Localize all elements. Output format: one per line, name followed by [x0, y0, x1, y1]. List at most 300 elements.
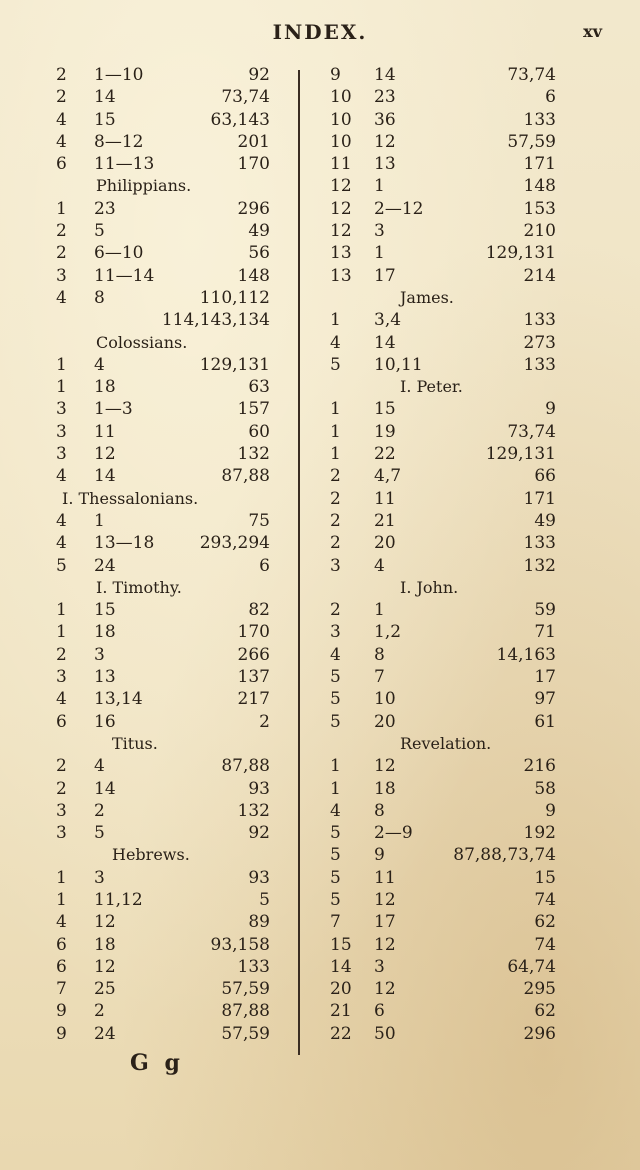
chapter-number: 1 [56, 600, 67, 621]
chapter-number: 1 [330, 399, 341, 420]
verse-reference: 17 [374, 265, 396, 286]
verse-reference: 50 [374, 1023, 396, 1044]
chapter-number: 2 [330, 488, 341, 509]
verse-reference: 18 [94, 622, 116, 643]
chapter-number: 4 [56, 533, 67, 554]
chapter-number: 3 [330, 555, 341, 576]
verse-reference: 25 [94, 979, 116, 1000]
chapter-number: 1 [56, 198, 67, 219]
page-reference: 296 [523, 1023, 556, 1044]
chapter-number: 6 [56, 956, 67, 977]
page-reference: 153 [523, 198, 556, 219]
page-reference: 74 [534, 934, 556, 955]
verse-reference: 17 [374, 912, 396, 933]
verse-reference: 19 [374, 421, 396, 442]
verse-reference: 20 [374, 533, 396, 554]
page-reference: 157 [237, 399, 270, 420]
chapter-number: 2 [56, 756, 67, 777]
index-entry [56, 800, 270, 822]
page-reference: 66 [534, 466, 556, 487]
book-heading: I. Thessalonians. [62, 488, 199, 508]
page-reference: 87,88 [221, 1001, 270, 1022]
verse-reference: 14 [94, 466, 116, 487]
index-entry [56, 265, 270, 287]
chapter-number: 4 [330, 332, 341, 353]
page-reference: 63,143 [210, 109, 270, 130]
index-entry [330, 465, 556, 487]
index-entry [330, 131, 556, 153]
chapter-number: 3 [56, 421, 67, 442]
verse-reference: 2—9 [374, 823, 413, 844]
column-divider [298, 70, 300, 1055]
index-entry [56, 465, 270, 487]
page-reference: 75 [248, 510, 270, 531]
page-reference: 93,158 [210, 934, 270, 955]
index-entry [56, 644, 270, 666]
chapter-number: 5 [330, 867, 341, 888]
index-entry [56, 421, 270, 443]
verse-reference: 3 [374, 221, 385, 242]
index-entry [56, 978, 270, 1000]
chapter-number: 1 [56, 889, 67, 910]
verse-reference: 15 [94, 600, 116, 621]
index-entry [330, 956, 556, 978]
verse-reference: 1—3 [94, 399, 133, 420]
page-reference: 214 [523, 265, 556, 286]
page-reference: 97 [534, 689, 556, 710]
chapter-number: 1 [56, 867, 67, 888]
verse-reference: 20 [374, 711, 396, 732]
index-entry [56, 354, 270, 376]
page-reference: 114,143,134 [161, 310, 270, 331]
page-reference: 87,88,73,74 [453, 845, 556, 866]
chapter-number: 2 [56, 243, 67, 264]
page-reference: 148 [237, 265, 270, 286]
index-entry [330, 1000, 556, 1022]
index-entry [330, 666, 556, 688]
chapter-number: 5 [330, 689, 341, 710]
page-reference: 296 [237, 198, 270, 219]
page-reference: 133 [523, 354, 556, 375]
page-reference: 17 [534, 667, 556, 688]
verse-reference: 11 [374, 488, 396, 509]
verse-reference: 8 [374, 800, 385, 821]
verse-reference: 1 [374, 176, 385, 197]
page-reference: 133 [237, 956, 270, 977]
verse-reference: 12 [374, 979, 396, 1000]
index-entry [330, 755, 556, 777]
verse-reference: 1 [374, 243, 385, 264]
verse-reference: 7 [374, 667, 385, 688]
verse-reference: 14 [374, 332, 396, 353]
verse-reference: 3,4 [374, 310, 402, 331]
verse-reference: 14 [94, 778, 116, 799]
book-heading: Philippians. [96, 176, 192, 196]
verse-reference: 36 [374, 109, 396, 130]
page-reference: 15 [534, 867, 556, 888]
page-reference: 49 [534, 510, 556, 531]
chapter-number: 12 [330, 198, 352, 219]
index-entry [330, 867, 556, 889]
index-entry [330, 978, 556, 1000]
page-number: xv [583, 22, 602, 41]
chapter-number: 4 [56, 466, 67, 487]
verse-reference: 18 [94, 934, 116, 955]
page-reference: 133 [523, 109, 556, 130]
index-entry [56, 287, 270, 309]
page-reference: 64,74 [507, 956, 556, 977]
chapter-number: 5 [330, 889, 341, 910]
book-heading: James. [400, 287, 454, 307]
page-reference: 129,131 [485, 444, 556, 465]
page-reference: 61 [534, 711, 556, 732]
index-entry [56, 510, 270, 532]
page-reference: 216 [523, 756, 556, 777]
verse-reference: 16 [94, 711, 116, 732]
chapter-number: 22 [330, 1023, 352, 1044]
chapter-number: 20 [330, 979, 352, 1000]
page-reference: 9 [545, 399, 556, 420]
verse-reference: 4 [374, 555, 385, 576]
verse-reference: 21 [374, 510, 396, 531]
page-reference: 148 [523, 176, 556, 197]
index-entry [330, 64, 556, 86]
verse-reference: 13,14 [94, 689, 143, 710]
page-reference: 201 [237, 131, 270, 152]
page-reference: 137 [237, 667, 270, 688]
verse-reference: 4 [94, 354, 105, 375]
page-reference: 132 [237, 444, 270, 465]
index-entry [330, 220, 556, 242]
chapter-number: 1 [330, 778, 341, 799]
verse-reference: 11—14 [94, 265, 155, 286]
page-reference: 129,131 [199, 354, 270, 375]
chapter-number: 4 [56, 689, 67, 710]
verse-reference: 12 [94, 444, 116, 465]
index-entry [56, 309, 270, 331]
chapter-number: 2 [330, 510, 341, 531]
chapter-number: 2 [330, 466, 341, 487]
page-reference: 49 [248, 221, 270, 242]
book-heading: Hebrews. [112, 845, 190, 865]
verse-reference: 11 [94, 421, 116, 442]
chapter-number: 2 [56, 644, 67, 665]
chapter-number: 4 [56, 510, 67, 531]
verse-reference: 12 [374, 756, 396, 777]
left-column [56, 64, 270, 1054]
chapter-number: 4 [56, 912, 67, 933]
chapter-number: 1 [330, 421, 341, 442]
chapter-number: 9 [56, 1023, 67, 1044]
verse-reference: 6—10 [94, 243, 144, 264]
index-entry [56, 242, 270, 264]
verse-reference: 11 [374, 867, 396, 888]
page-reference: 87,88 [221, 466, 270, 487]
chapter-number: 13 [330, 243, 352, 264]
index-entry [330, 488, 556, 510]
page-reference: 59 [534, 600, 556, 621]
page-reference: 74 [534, 889, 556, 910]
page-reference: 110,112 [199, 287, 270, 308]
page-reference: 217 [237, 689, 270, 710]
page-reference: 171 [523, 154, 556, 175]
chapter-number: 2 [330, 600, 341, 621]
index-entry [330, 1023, 556, 1045]
chapter-number: 3 [56, 800, 67, 821]
page-reference: 132 [523, 555, 556, 576]
index-entry [56, 666, 270, 688]
index-entry [56, 956, 270, 978]
index-entry [330, 599, 556, 621]
index-entry [330, 644, 556, 666]
index-entry [330, 421, 556, 443]
chapter-number: 11 [330, 154, 352, 175]
index-entry [330, 555, 556, 577]
index-entry [56, 198, 270, 220]
book-heading: I. Timothy. [96, 577, 182, 597]
book-heading: Colossians. [96, 332, 188, 352]
chapter-number: 10 [330, 87, 352, 108]
index-entry [56, 131, 270, 153]
verse-reference: 5 [94, 823, 105, 844]
index-entry [330, 242, 556, 264]
index-entry [56, 688, 270, 710]
page-reference: 293,294 [199, 533, 270, 554]
chapter-number: 7 [330, 912, 341, 933]
chapter-number: 3 [56, 444, 67, 465]
page-reference: 63 [248, 377, 270, 398]
verse-reference: 22 [374, 444, 396, 465]
index-entry [330, 175, 556, 197]
index-entry [330, 198, 556, 220]
index-entry [56, 755, 270, 777]
chapter-number: 15 [330, 934, 352, 955]
chapter-number: 1 [56, 622, 67, 643]
page-reference: 9 [545, 800, 556, 821]
index-entry [330, 711, 556, 733]
chapter-number: 4 [56, 109, 67, 130]
page-reference: 133 [523, 310, 556, 331]
chapter-number: 5 [330, 845, 341, 866]
verse-reference: 12 [374, 131, 396, 152]
page-reference: 58 [534, 778, 556, 799]
index-entry [330, 332, 556, 354]
signature-mark: G g [130, 1050, 184, 1076]
verse-reference: 8—12 [94, 131, 144, 152]
page-reference: 170 [237, 154, 270, 175]
page-reference: 73,74 [221, 87, 270, 108]
index-entry [330, 532, 556, 554]
verse-reference: 18 [374, 778, 396, 799]
index-entry [56, 778, 270, 800]
verse-reference: 3 [94, 867, 105, 888]
page-reference: 93 [248, 778, 270, 799]
page-reference: 2 [259, 711, 270, 732]
verse-reference: 2 [94, 800, 105, 821]
chapter-number: 1 [330, 444, 341, 465]
verse-reference: 11—13 [94, 154, 155, 175]
verse-reference: 23 [94, 198, 116, 219]
page-reference: 89 [248, 912, 270, 933]
verse-reference: 2 [94, 1001, 105, 1022]
chapter-number: 12 [330, 176, 352, 197]
index-entry [330, 911, 556, 933]
chapter-number: 5 [330, 711, 341, 732]
index-entry [56, 109, 270, 131]
page-reference: 5 [259, 889, 270, 910]
index-entry [56, 711, 270, 733]
page-reference: 57,59 [221, 979, 270, 1000]
verse-reference: 8 [374, 644, 385, 665]
chapter-number: 6 [56, 934, 67, 955]
page-reference: 6 [259, 555, 270, 576]
page-reference: 171 [523, 488, 556, 509]
page-reference: 56 [248, 243, 270, 264]
verse-reference: 12 [94, 956, 116, 977]
verse-reference: 1 [94, 510, 105, 531]
index-entry [330, 778, 556, 800]
index-entry [56, 443, 270, 465]
chapter-number: 2 [56, 778, 67, 799]
chapter-number: 1 [330, 310, 341, 331]
verse-reference: 24 [94, 555, 116, 576]
index-entry [56, 1023, 270, 1045]
chapter-number: 2 [330, 533, 341, 554]
chapter-number: 3 [56, 265, 67, 286]
page-reference: 132 [237, 800, 270, 821]
chapter-number: 1 [56, 354, 67, 375]
chapter-number: 4 [56, 131, 67, 152]
index-entry [56, 64, 270, 86]
page-reference: 92 [248, 65, 270, 85]
verse-reference: 5 [94, 221, 105, 242]
chapter-number: 7 [56, 979, 67, 1000]
chapter-number: 5 [56, 555, 67, 576]
index-entry [56, 911, 270, 933]
page-reference: 210 [523, 221, 556, 242]
chapter-number: 10 [330, 131, 352, 152]
page-reference: 57,59 [507, 131, 556, 152]
verse-reference: 9 [374, 845, 385, 866]
verse-reference: 18 [94, 377, 116, 398]
index-entry [330, 844, 556, 866]
page-reference: 93 [248, 867, 270, 888]
chapter-number: 9 [330, 65, 341, 85]
chapter-number: 12 [330, 221, 352, 242]
page-reference: 73,74 [507, 65, 556, 85]
chapter-number: 9 [56, 1001, 67, 1022]
page-reference: 295 [523, 979, 556, 1000]
verse-reference: 14 [374, 65, 396, 85]
page-reference: 57,59 [221, 1023, 270, 1044]
verse-reference: 24 [94, 1023, 116, 1044]
index-entry [330, 398, 556, 420]
verse-reference: 15 [374, 399, 396, 420]
verse-reference: 3 [94, 644, 105, 665]
verse-reference: 13—18 [94, 533, 155, 554]
verse-reference: 13 [94, 667, 116, 688]
index-entry [56, 1000, 270, 1022]
page-reference: 266 [237, 644, 270, 665]
verse-reference: 10,11 [374, 354, 423, 375]
verse-reference: 15 [94, 109, 116, 130]
chapter-number: 1 [330, 756, 341, 777]
verse-reference: 12 [374, 889, 396, 910]
index-entry [330, 309, 556, 331]
chapter-number: 4 [56, 287, 67, 308]
chapter-number: 5 [330, 823, 341, 844]
chapter-number: 1 [56, 377, 67, 398]
verse-reference: 2—12 [374, 198, 424, 219]
page-reference: 82 [248, 600, 270, 621]
chapter-number: 14 [330, 956, 352, 977]
chapter-number: 6 [56, 154, 67, 175]
index-entry [56, 532, 270, 554]
book-heading: I. John. [400, 577, 459, 597]
verse-reference: 23 [374, 87, 396, 108]
verse-reference: 4 [94, 756, 105, 777]
verse-reference: 8 [94, 287, 105, 308]
index-entry [56, 220, 270, 242]
index-entry [330, 153, 556, 175]
chapter-number: 4 [330, 644, 341, 665]
index-entry [56, 934, 270, 956]
index-entry [330, 510, 556, 532]
chapter-number: 3 [56, 399, 67, 420]
book-heading: I. Peter. [400, 377, 463, 397]
index-entry [330, 889, 556, 911]
verse-reference: 10 [374, 689, 396, 710]
index-entry [330, 621, 556, 643]
index-entry [56, 599, 270, 621]
page-reference: 71 [534, 622, 556, 643]
index-entry [330, 109, 556, 131]
index-entry [56, 153, 270, 175]
chapter-number: 10 [330, 109, 352, 130]
index-entry [330, 822, 556, 844]
page-reference: 62 [534, 1001, 556, 1022]
chapter-number: 3 [330, 622, 341, 643]
chapter-number: 2 [56, 87, 67, 108]
index-entry [56, 889, 270, 911]
chapter-number: 21 [330, 1001, 352, 1022]
book-heading: Revelation. [400, 733, 492, 753]
index-entry [56, 867, 270, 889]
page-reference: 129,131 [485, 243, 556, 264]
verse-reference: 12 [94, 912, 116, 933]
index-entry [56, 398, 270, 420]
page-reference: 62 [534, 912, 556, 933]
chapter-number: 5 [330, 667, 341, 688]
verse-reference: 4,7 [374, 466, 402, 487]
index-entry [330, 86, 556, 108]
verse-reference: 1 [374, 600, 385, 621]
page-reference: 14,163 [496, 644, 556, 665]
index-entry [56, 86, 270, 108]
index-entry [330, 688, 556, 710]
verse-reference: 3 [374, 956, 385, 977]
page-reference: 73,74 [507, 421, 556, 442]
verse-reference: 12 [374, 934, 396, 955]
index-entry [56, 555, 270, 577]
page-reference: 6 [545, 87, 556, 108]
index-entry [56, 822, 270, 844]
page-reference: 87,88 [221, 756, 270, 777]
verse-reference: 11,12 [94, 889, 143, 910]
page-reference: 133 [523, 533, 556, 554]
index-entry [330, 443, 556, 465]
chapter-number: 2 [56, 65, 67, 85]
